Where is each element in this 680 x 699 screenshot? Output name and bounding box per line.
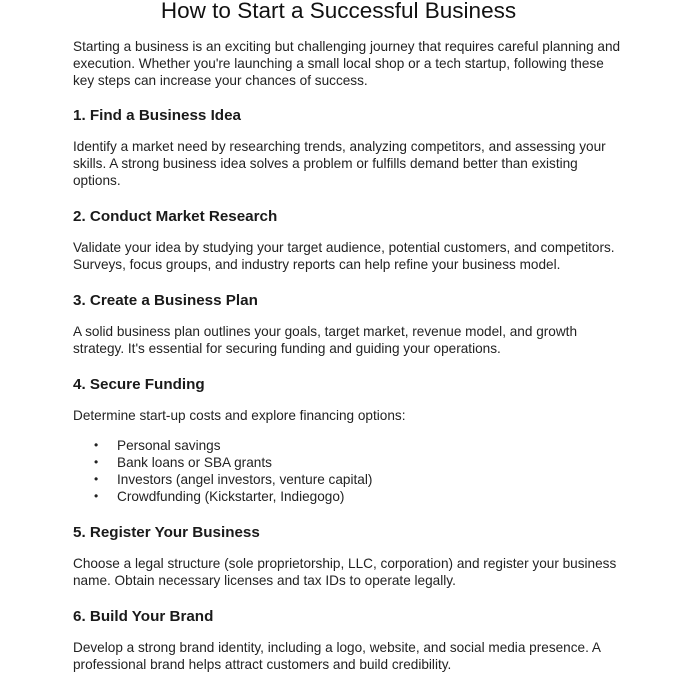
section-heading: 3. Create a Business Plan (73, 292, 258, 309)
section-find-idea (73, 106, 624, 189)
bullet-icon: • (94, 472, 99, 486)
list-item (94, 437, 624, 454)
bullet-icon: • (94, 489, 99, 503)
section-heading: 1. Find a Business Idea (73, 107, 241, 124)
intro-paragraph: Starting a business is an exciting but challenging journey that requires careful planning and execution. Whether you're launching a small local shop or a tech startup, following these key steps can increase your chances of success. (73, 39, 621, 88)
section-body: Identify a market need by researching trends, analyzing competitors, and assessing your skills. A strong business idea solves a problem or fulfills demand better than existing options. (73, 139, 606, 188)
list-item-text: Bank loans or SBA grants (117, 455, 272, 470)
bullet-icon: • (94, 438, 99, 452)
section-body: Validate your idea by studying your target audience, potential customers, and competitors. Surveys, focus groups, and industry reports can help refine your business model. (73, 240, 615, 272)
section-body: Develop a strong brand identity, including a logo, website, and social media presence. A professional brand helps attract customers and build credibility. (73, 640, 601, 672)
section-heading: 6. Build Your Brand (73, 608, 214, 625)
section-heading: 4. Secure Funding (73, 376, 205, 393)
list-item-text: Investors (angel investors, venture capital) (117, 472, 373, 487)
section-business-plan (73, 291, 624, 357)
section-body: A solid business plan outlines your goals, target market, revenue model, and growth strategy. It's essential for securing funding and guiding your operations. (73, 324, 578, 356)
section-secure-funding (73, 375, 624, 505)
section-market-research (73, 207, 624, 273)
funding-options-list (73, 437, 624, 505)
section-register-business (73, 523, 624, 589)
list-item-text: Crowdfunding (Kickstarter, Indiegogo) (117, 489, 345, 504)
list-item (94, 471, 624, 488)
list-item-text: Personal savings (117, 438, 221, 453)
section-body: Choose a legal structure (sole proprietorship, LLC, corporation) and register your business name. Obtain necessary licenses and tax IDs to operate legally. (73, 556, 617, 588)
document-title: How to Start a Successful Business (160, 0, 517, 23)
list-item (94, 454, 624, 471)
section-heading: 2. Conduct Market Research (73, 208, 278, 225)
list-item (94, 488, 624, 505)
section-body: Determine start-up costs and explore financing options: (73, 408, 406, 423)
bullet-icon: • (94, 455, 99, 469)
section-heading: 5. Register Your Business (73, 524, 260, 541)
section-build-brand (73, 607, 624, 673)
